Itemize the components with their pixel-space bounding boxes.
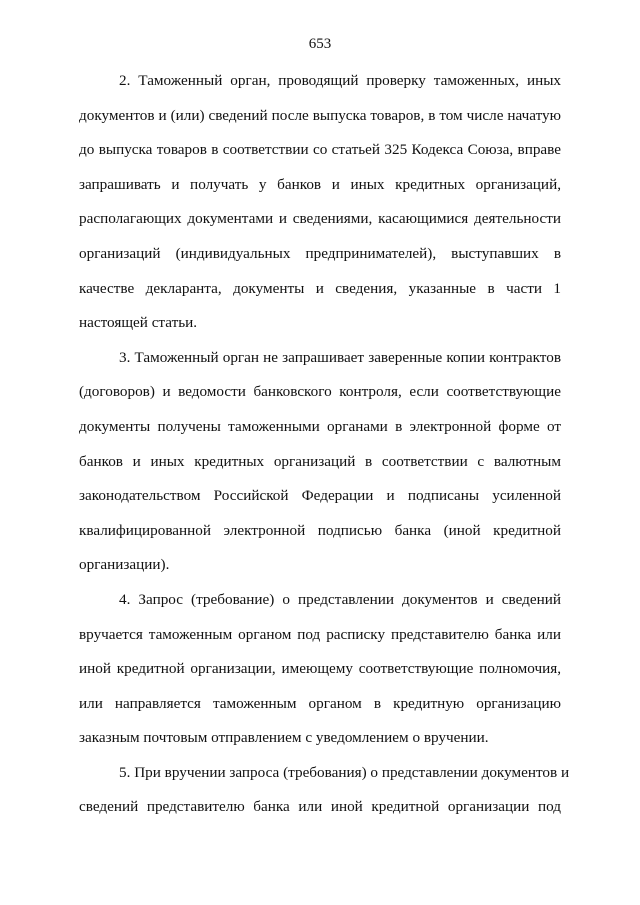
text-line: до выпуска товаров в соответствии со статьей 325 Кодекса Союза, вправе xyxy=(79,141,561,159)
page-number: 653 xyxy=(308,36,332,52)
text-line: организации). xyxy=(79,556,170,574)
text-line: сведений представителю банка или иной кредитной организации под xyxy=(79,798,561,816)
text-line: 4. Запрос (требование) о представлении документов и сведений xyxy=(119,590,561,608)
text-line: 3. Таможенный орган не запрашивает заверенные копии контрактов xyxy=(119,348,561,366)
text-line: законодательством Российской Федерации и подписаны усиленной xyxy=(79,487,561,505)
text-line: располагающих документами и сведениями, касающимися деятельности xyxy=(79,210,561,228)
text-line: качестве декларанта, документы и сведения, указанные в части 1 xyxy=(79,279,561,297)
text-line: 5. При вручении запроса (требования) о представлении документов и xyxy=(119,763,570,781)
text-line: документов и (или) сведений после выпуска товаров, в том числе начатую xyxy=(79,106,561,124)
text-line: заказным почтовым отправлением с уведомлением о вручении. xyxy=(79,729,489,747)
text-line: (договоров) и ведомости банковского контроля, если соответствующие xyxy=(79,383,561,401)
text-line: вручается таможенным органом под расписку представителю банка или xyxy=(79,625,561,643)
text-line: 2. Таможенный орган, проводящий проверку таможенных, иных xyxy=(119,72,561,89)
text-line: или направляется таможенным органом в кредитную организацию xyxy=(79,694,561,712)
text-line: запрашивать и получать у банков и иных кредитных организаций, xyxy=(79,175,561,193)
text-line: документы получены таможенными органами в электронной форме от xyxy=(79,417,561,435)
text-line: организаций (индивидуальных предпринимателей), выступавших в xyxy=(79,244,561,262)
text-line: настоящей статьи. xyxy=(79,314,198,332)
text-line: квалифицированной электронной подписью банка (иной кредитной xyxy=(79,521,561,539)
document-body xyxy=(79,70,570,831)
text-line: банков и иных кредитных организаций в соответствии с валютным xyxy=(79,452,561,470)
text-line: иной кредитной организации, имеющему соответствующие полномочия, xyxy=(79,660,561,678)
